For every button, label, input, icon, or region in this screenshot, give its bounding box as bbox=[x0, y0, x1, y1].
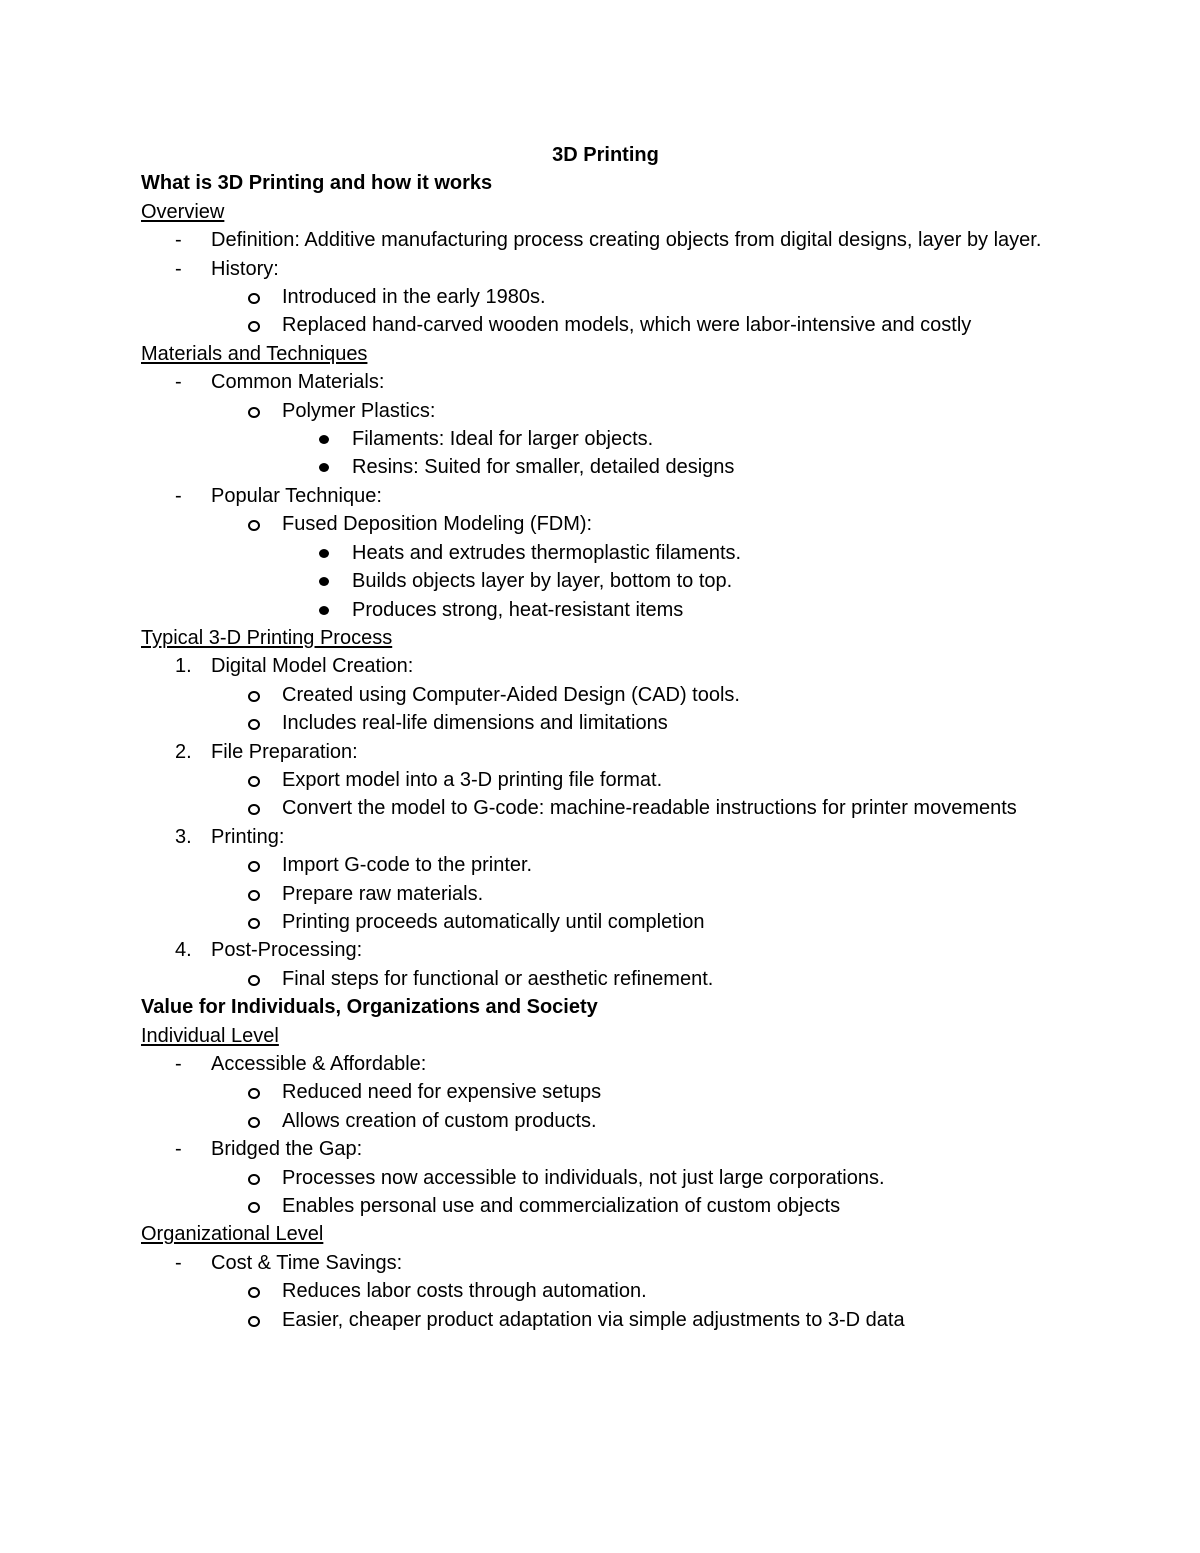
filled-bullet-icon bbox=[319, 606, 329, 615]
sub-item bbox=[141, 880, 1070, 908]
hollow-bullet-icon bbox=[248, 918, 260, 929]
sub-sub-item-text: Builds objects layer by layer, bottom to top. bbox=[352, 570, 733, 593]
sub-sub-item-text: Heats and extrudes thermoplastic filaments. bbox=[352, 541, 742, 564]
dash-item bbox=[141, 482, 1070, 510]
sub-item bbox=[141, 681, 1070, 709]
dash-item-text: Common Materials: bbox=[211, 371, 385, 394]
document-title: 3D Printing bbox=[552, 144, 659, 166]
sub-item-text: Allows creation of custom products. bbox=[282, 1109, 597, 1132]
sub-item-text: Easier, cheaper product adaptation via simple adjustments to 3-D data bbox=[282, 1308, 905, 1331]
hollow-bullet-icon bbox=[248, 691, 260, 702]
hollow-bullet-icon bbox=[248, 407, 260, 418]
hollow-bullet-icon bbox=[248, 1202, 260, 1213]
sub-item-text: Final steps for functional or aesthetic refinement. bbox=[282, 967, 714, 990]
dash-marker: - bbox=[175, 1138, 182, 1161]
dash-item-text: History: bbox=[211, 257, 279, 280]
sub-item-text: Fused Deposition Modeling (FDM): bbox=[282, 513, 593, 536]
sub-item bbox=[141, 908, 1070, 936]
numbered-item-text: Printing: bbox=[211, 825, 285, 848]
hollow-bullet-icon bbox=[248, 1088, 260, 1099]
sub-item bbox=[141, 283, 1070, 311]
dash-item bbox=[141, 1050, 1070, 1078]
dash-item-text: Bridged the Gap: bbox=[211, 1138, 363, 1161]
numbered-item bbox=[141, 738, 1070, 766]
numbered-item-text: Post-Processing: bbox=[211, 939, 363, 962]
sub-item-text: Polymer Plastics: bbox=[282, 399, 436, 422]
sub-sub-item bbox=[141, 567, 1070, 595]
sub-sub-item-text: Produces strong, heat-resistant items bbox=[352, 598, 684, 621]
sub-item bbox=[141, 397, 1070, 425]
sub-item bbox=[141, 709, 1070, 737]
numbered-item-text: Digital Model Creation: bbox=[211, 655, 414, 678]
filled-bullet-icon bbox=[319, 549, 329, 558]
dash-marker: - bbox=[175, 1251, 182, 1274]
dash-marker: - bbox=[175, 257, 182, 280]
sub-item-text: Includes real-life dimensions and limitations bbox=[282, 712, 668, 735]
hollow-bullet-icon bbox=[248, 1174, 260, 1185]
sub-sub-item bbox=[141, 453, 1070, 481]
sub-item bbox=[141, 1306, 1070, 1334]
dash-item bbox=[141, 226, 1070, 254]
sub-sub-item-text: Resins: Suited for smaller, detailed designs bbox=[352, 456, 735, 479]
sub-item bbox=[141, 766, 1070, 794]
sub-sub-item-text: Filaments: Ideal for larger objects. bbox=[352, 428, 654, 451]
dash-item-text: Definition: Additive manufacturing process creating objects from digital designs, layer by layer. bbox=[211, 229, 1042, 252]
sub-item-text: Export model into a 3-D printing file format. bbox=[282, 768, 663, 791]
hollow-bullet-icon bbox=[248, 890, 260, 901]
sub-item-text: Prepare raw materials. bbox=[282, 882, 484, 905]
sub-item-text: Import G-code to the printer. bbox=[282, 854, 533, 877]
sub-item-text: Enables personal use and commercialization of custom objects bbox=[282, 1195, 841, 1218]
dash-item-text: Accessible & Affordable: bbox=[211, 1053, 427, 1075]
hollow-bullet-icon bbox=[248, 776, 260, 787]
sub-sub-item bbox=[141, 425, 1070, 453]
hollow-bullet-icon bbox=[248, 975, 260, 986]
sub-item bbox=[141, 794, 1070, 822]
dash-item-text: Cost & Time Savings: bbox=[211, 1251, 403, 1274]
hollow-bullet-icon bbox=[248, 861, 260, 872]
sub-item bbox=[141, 1192, 1070, 1220]
subsection-heading: Typical 3-D Printing Process bbox=[141, 626, 393, 649]
sub-item bbox=[141, 311, 1070, 339]
hollow-bullet-icon bbox=[248, 1287, 260, 1298]
number-marker: 2. bbox=[175, 740, 192, 763]
hollow-bullet-icon bbox=[248, 804, 260, 815]
sub-item bbox=[141, 1107, 1070, 1135]
sub-item bbox=[141, 1078, 1070, 1106]
sub-item-text: Introduced in the early 1980s. bbox=[282, 286, 546, 309]
hollow-bullet-icon bbox=[248, 293, 260, 304]
sub-sub-item bbox=[141, 596, 1070, 624]
filled-bullet-icon bbox=[319, 577, 329, 586]
sub-item-text: Reduced need for expensive setups bbox=[282, 1081, 602, 1104]
hollow-bullet-icon bbox=[248, 321, 260, 332]
sub-item-text: Convert the model to G-code: machine-readable instructions for printer movements bbox=[282, 797, 1017, 820]
sub-item-text: Reduces labor costs through automation. bbox=[282, 1280, 647, 1303]
subsection-heading: Organizational Level bbox=[141, 1223, 324, 1246]
dash-item bbox=[141, 1249, 1070, 1277]
sub-item-text: Processes now accessible to individuals, not just large corporations. bbox=[282, 1166, 885, 1189]
dash-marker: - bbox=[175, 371, 182, 394]
hollow-bullet-icon bbox=[248, 719, 260, 730]
subsection-heading: Materials and Techniques bbox=[141, 342, 368, 365]
sub-item-text: Created using Computer-Aided Design (CAD) tools. bbox=[282, 683, 740, 706]
sub-item-text: Replaced hand-carved wooden models, which were labor-intensive and costly bbox=[282, 314, 972, 337]
hollow-bullet-icon bbox=[248, 1117, 260, 1128]
sub-item bbox=[141, 510, 1070, 538]
filled-bullet-icon bbox=[319, 463, 329, 472]
sub-item-text: Printing proceeds automatically until completion bbox=[282, 910, 705, 933]
numbered-item bbox=[141, 652, 1070, 680]
sub-item bbox=[141, 1164, 1070, 1192]
subsection-heading: Individual Level bbox=[141, 1024, 279, 1047]
filled-bullet-icon bbox=[319, 435, 329, 444]
sub-item bbox=[141, 1277, 1070, 1305]
dash-marker: - bbox=[175, 229, 182, 252]
section-heading: Value for Individuals, Organizations and Society bbox=[141, 996, 598, 1019]
dash-item-text: Popular Technique: bbox=[211, 484, 382, 507]
dash-marker: - bbox=[175, 484, 182, 507]
sub-item bbox=[141, 851, 1070, 879]
hollow-bullet-icon bbox=[248, 1316, 260, 1327]
number-marker: 3. bbox=[175, 825, 192, 848]
dash-item bbox=[141, 368, 1070, 396]
section-heading: What is 3D Printing and how it works bbox=[141, 172, 493, 195]
dash-marker: - bbox=[175, 1053, 182, 1075]
document-body bbox=[141, 169, 1070, 1334]
subsection-heading: Overview bbox=[141, 200, 225, 223]
sub-sub-item bbox=[141, 539, 1070, 567]
dash-item bbox=[141, 1135, 1070, 1163]
numbered-item bbox=[141, 936, 1070, 964]
numbered-item bbox=[141, 823, 1070, 851]
hollow-bullet-icon bbox=[248, 520, 260, 531]
sub-item bbox=[141, 965, 1070, 993]
numbered-item-text: File Preparation: bbox=[211, 740, 358, 763]
dash-item bbox=[141, 255, 1070, 283]
number-marker: 1. bbox=[175, 655, 192, 678]
number-marker: 4. bbox=[175, 939, 192, 962]
